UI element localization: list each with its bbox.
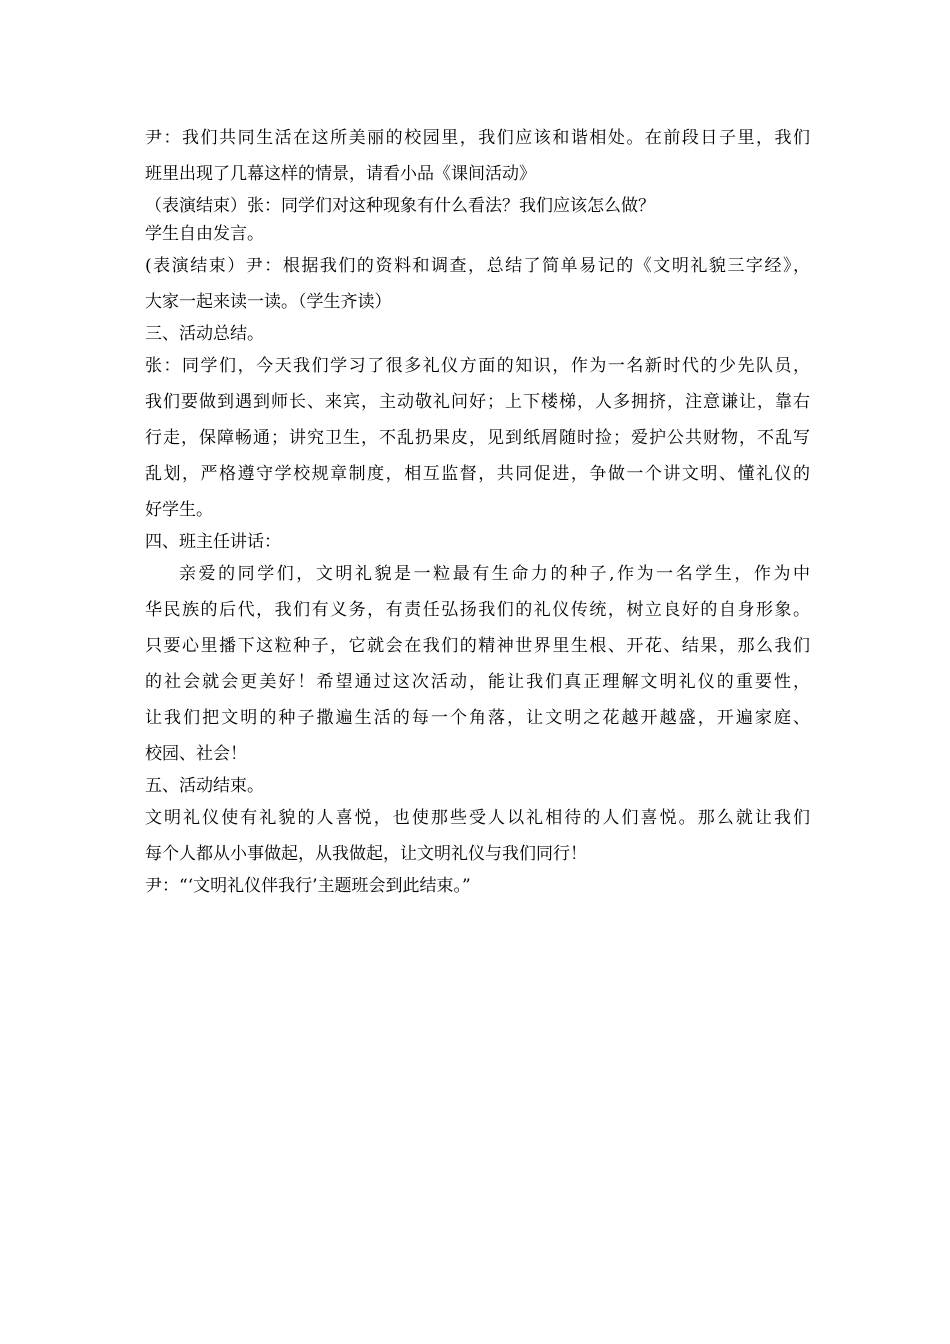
paragraph-line: （表演结束）张：同学们对这种现象有什么看法？我们应该怎么做？	[145, 196, 655, 216]
paragraph-line: 班里出现了几幕这样的情景，请看小品《课间活动》	[145, 164, 536, 184]
paragraph-line: 张：同学们，今天我们学习了很多礼仪方面的知识，作为一名新时代的少先队员，	[145, 356, 810, 376]
paragraph-line: 我们要做到遇到师长、来宾，主动敬礼问好；上下楼梯，人多拥挤，注意谦让，靠右	[145, 392, 810, 412]
paragraph-line: 华民族的后代，我们有义务，有责任弘扬我们的礼仪传统，树立良好的自身形象。	[145, 600, 810, 620]
section-heading: 三、活动总结。	[145, 324, 264, 344]
paragraph-line: 乱划，严格遵守学校规章制度，相互监督，共同促进，争做一个讲文明、懂礼仪的	[145, 464, 810, 484]
paragraph-line: 亲爱的同学们，文明礼貌是一粒最有生命力的种子,作为一名学生，作为中	[179, 564, 810, 584]
paragraph-line: 文明礼仪使有礼貌的人喜悦，也使那些受人以礼相待的人们喜悦。那么就让我们	[145, 808, 810, 828]
paragraph-line: 每个人都从小事做起，从我做起，让文明礼仪与我们同行！	[145, 844, 587, 864]
paragraph-line: 尹：“‘文明礼仪伴我行’主题班会到此结束。”	[145, 876, 471, 896]
paragraph-line: 的社会就会更美好！希望通过这次活动，能让我们真正理解文明礼仪的重要性，	[145, 672, 810, 692]
document-body	[145, 120, 810, 900]
paragraph-line: 尹：我们共同生活在这所美丽的校园里，我们应该和谐相处。在前段日子里，我们	[145, 128, 810, 148]
section-heading: 五、活动结束。	[145, 776, 264, 796]
paragraph-line: 好学生。	[145, 500, 213, 520]
paragraph-line: 只要心里播下这粒种子，它就会在我们的精神世界里生根、开花、结果，那么我们	[145, 636, 810, 656]
paragraph-line: (表演结束）尹：根据我们的资料和调查，总结了简单易记的《文明礼貌三字经》，	[145, 256, 810, 276]
paragraph-line: 学生自由发言。	[145, 224, 264, 244]
paragraph-line: 让我们把文明的种子撒遍生活的每一个角落，让文明之花越开越盛，开遍家庭、	[145, 708, 810, 728]
section-heading: 四、班主任讲话：	[145, 532, 281, 552]
paragraph-line: 大家一起来读一读。（学生齐读）	[145, 292, 392, 312]
paragraph-line: 校园、社会！	[145, 744, 247, 764]
paragraph-line: 行走，保障畅通；讲究卫生，不乱扔果皮，见到纸屑随时捡；爱护公共财物，不乱写	[145, 428, 810, 448]
